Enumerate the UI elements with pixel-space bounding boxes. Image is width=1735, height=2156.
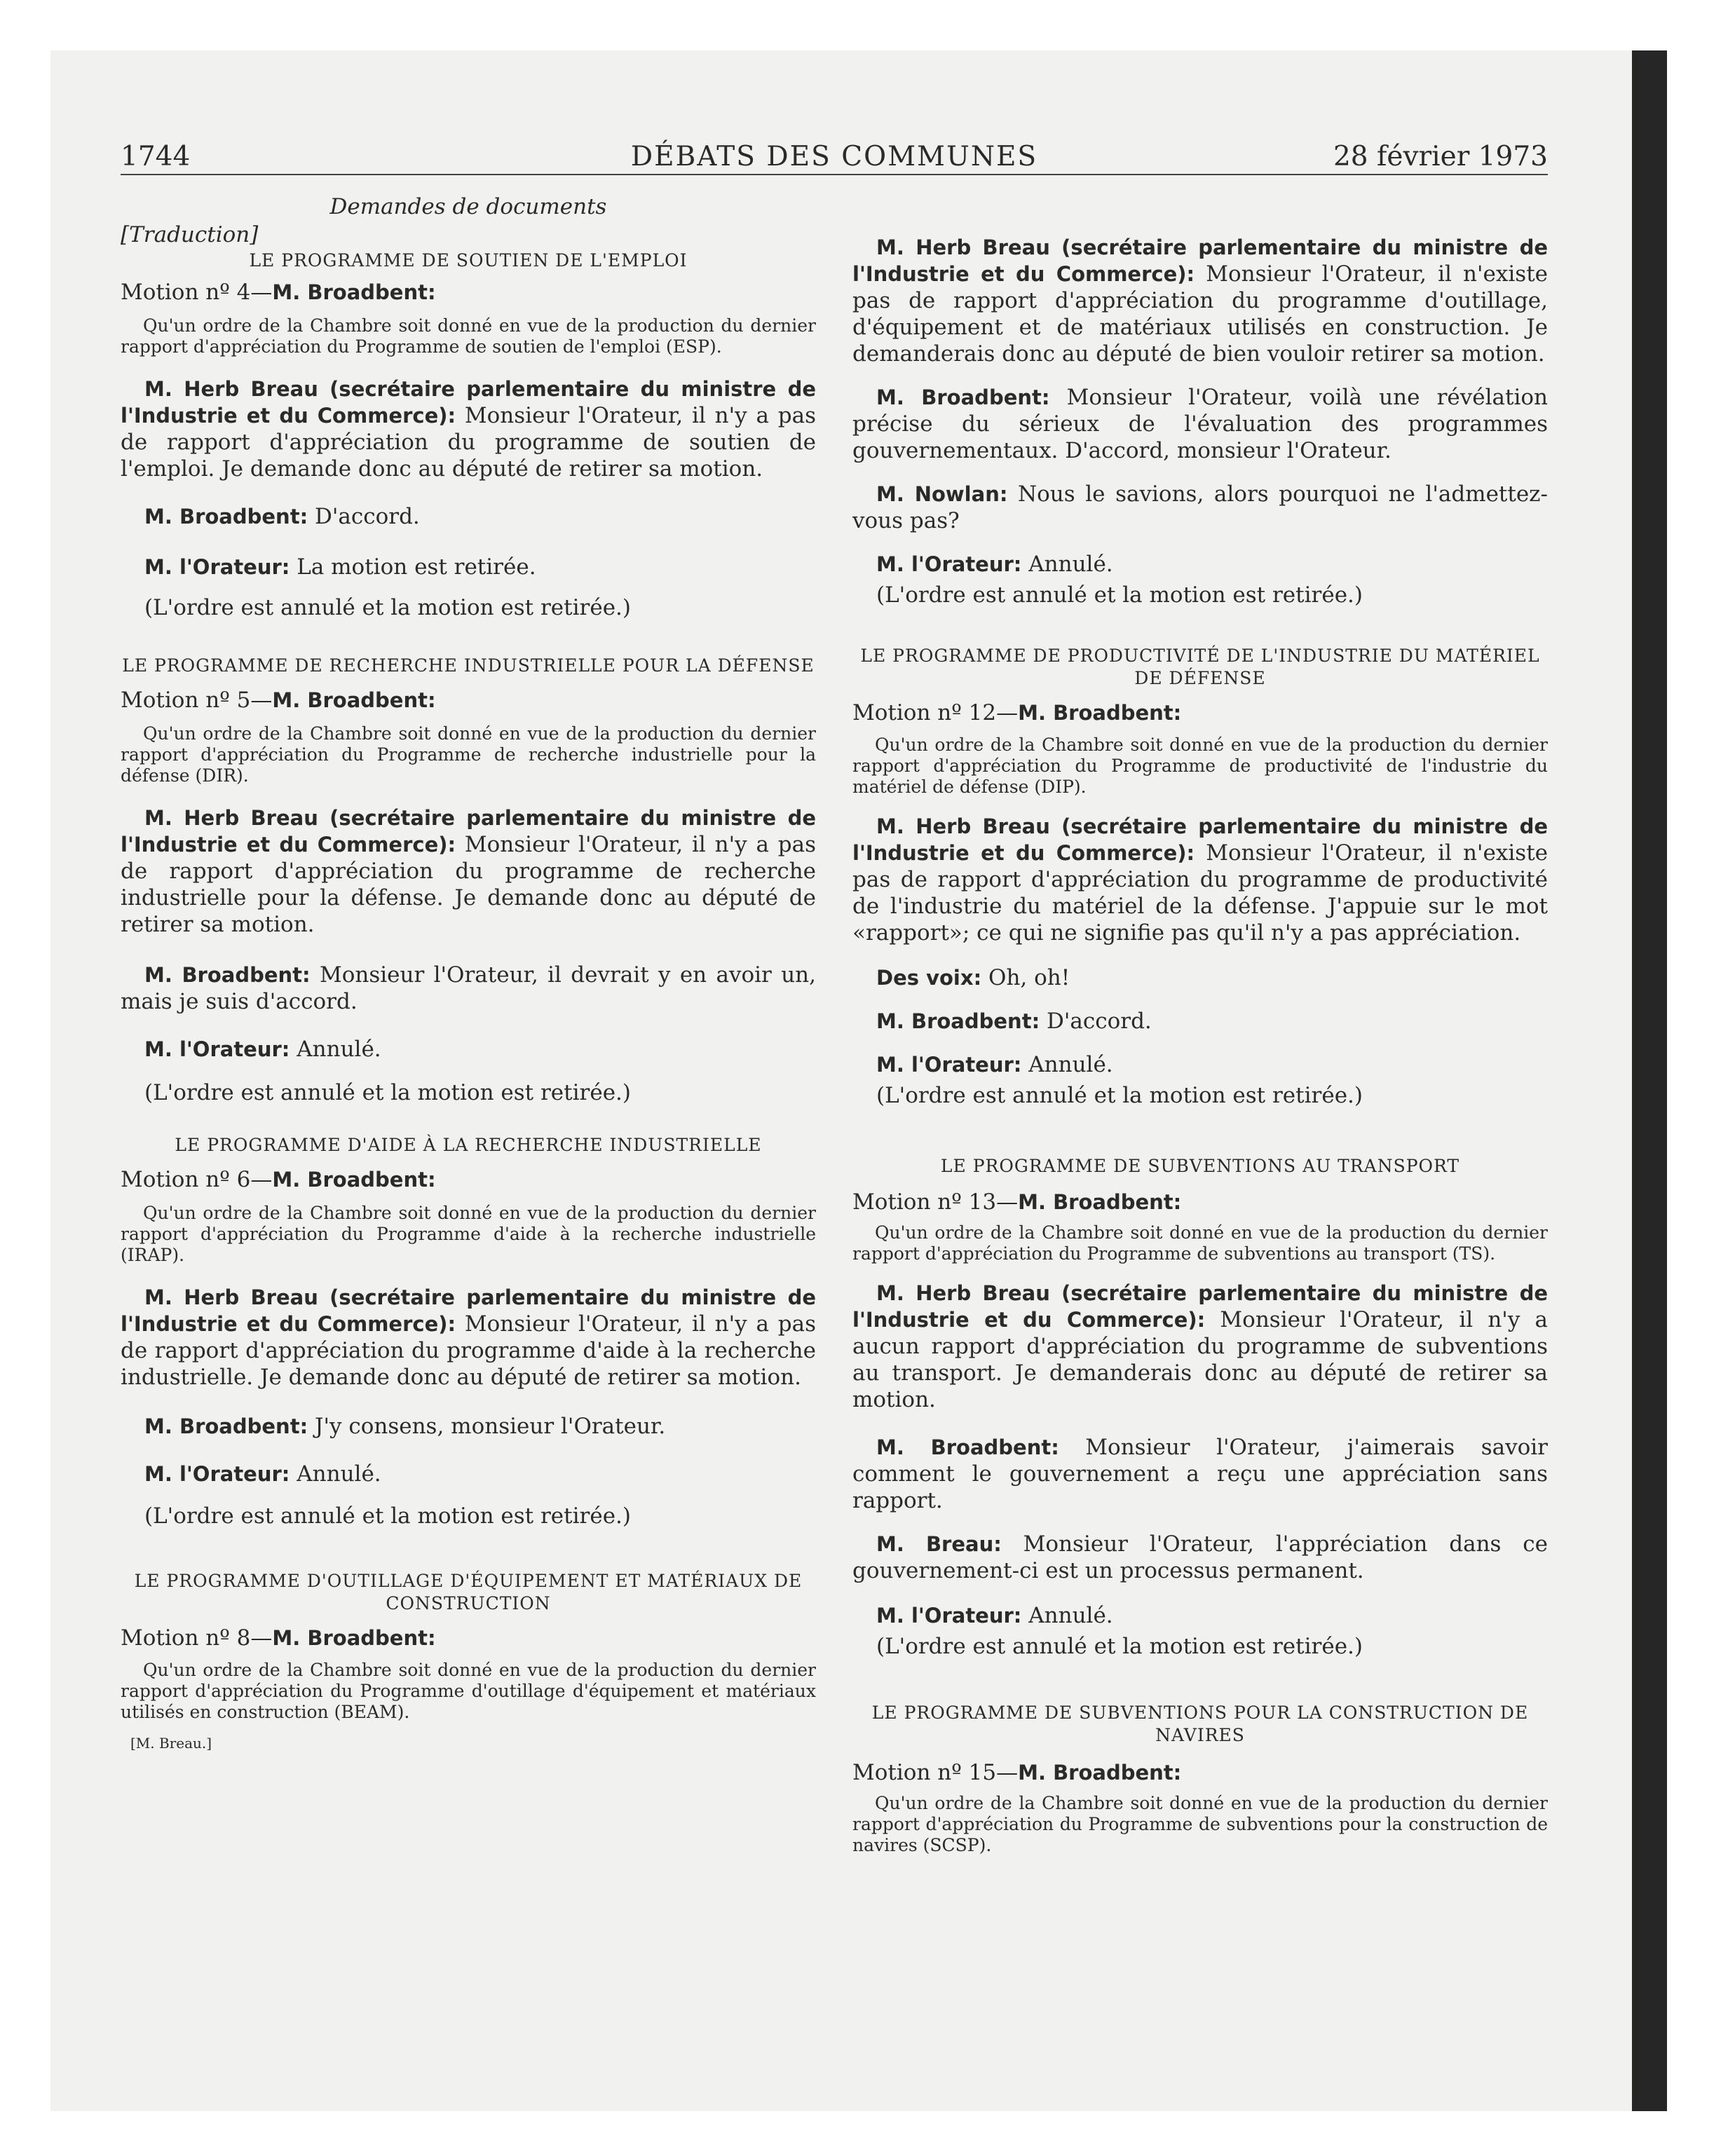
speaker-name: M. l'Orateur:: [876, 552, 1022, 576]
speech-paragraph: [852, 964, 1548, 991]
speech-text: Annulé.: [1021, 1603, 1113, 1628]
speaker-name: M. Herb Breau (secrétaire parlementaire du ministre de l'Industrie et du Commerce):: [121, 377, 816, 428]
speech-text: Monsieur l'Orateur, il n'y a pas de rapport d'appréciation du programme de recherche industrielle pour la défense. Je demande donc au député de retirer sa motion.: [121, 832, 816, 937]
outcome-note: (L'ordre est annulé et la motion est retirée.): [144, 595, 631, 620]
speaker-name: M. Herb Breau (secrétaire parlementaire du ministre de l'Industrie et du Commerce):: [121, 806, 816, 857]
speaker-name: M. Broadbent:: [144, 505, 308, 528]
page-header: [121, 137, 1548, 175]
motion-line: [852, 700, 1548, 726]
speech-text: Monsieur l'Orateur, il n'existe pas de rapport d'appréciation du programme d'outillage, d'équipement et de matériaux utilisés en construction. Je demanderais donc au député de bien vouloir retirer sa motion.: [852, 261, 1548, 367]
speech-text: Monsieur l'Orateur, j'aimerais savoir comment le gouvernement a reçu une appréciation sans rapport.: [852, 1435, 1548, 1513]
speaker-name: M. Broadbent:: [876, 1435, 1059, 1459]
speech-paragraph: [121, 376, 816, 482]
speaker-name: M. l'Orateur:: [876, 1053, 1022, 1077]
speech-paragraph: [121, 1461, 816, 1487]
section-heading: LE PROGRAMME DE PRODUCTIVITÉ DE L'INDUSTRIE DU MATÉRIEL DE DÉFENSE: [860, 646, 1540, 688]
publication-date: 28 février 1973: [1333, 141, 1548, 172]
speech-paragraph: [121, 1413, 816, 1440]
speech-text: Monsieur l'Orateur, il n'y a pas de rapport d'appréciation du programme d'aide à la recherche industrielle. Je demande donc au député de retirer sa motion.: [121, 1311, 816, 1390]
speech-paragraph: [121, 1036, 816, 1063]
speech-paragraph: [121, 503, 816, 530]
speech-text: Monsieur l'Orateur, l'appréciation dans ce gouvernement-ci est un processus permanent.: [852, 1531, 1548, 1583]
speech-paragraph: [852, 481, 1548, 534]
speaker-name: M. Broadbent:: [1018, 701, 1182, 725]
section-heading: LE PROGRAMME D'OUTILLAGE D'ÉQUIPEMENT ET MATÉRIAUX DE CONSTRUCTION: [134, 1571, 803, 1613]
speaker-name: M. Broadbent:: [144, 963, 311, 987]
speech-text: Annulé.: [1021, 552, 1113, 577]
publication-title: DÉBATS DES COMMUNES: [630, 141, 1038, 172]
speech-paragraph: [852, 1280, 1548, 1413]
speech-text: D'accord.: [1040, 1009, 1152, 1034]
motion-number: Motion nº 12—: [852, 700, 1019, 725]
outcome-note: (L'ordre est annulé et la motion est retirée.): [876, 582, 1363, 608]
section-heading: LE PROGRAMME DE SUBVENTIONS POUR LA CONSTRUCTION DE NAVIRES: [871, 1703, 1529, 1745]
section-title: Demandes de documents: [329, 194, 607, 219]
speaker-name: M. Broadbent:: [876, 386, 1050, 409]
speech-paragraph: [121, 962, 816, 1015]
motion-number: Motion nº 6—: [121, 1167, 273, 1192]
speaker-name: M. l'Orateur:: [144, 1462, 290, 1486]
speaker-name: M. Breau:: [876, 1532, 1002, 1556]
outcome-note: (L'ordre est annulé et la motion est retirée.): [144, 1080, 631, 1105]
motion-number: Motion nº 4—: [121, 280, 273, 305]
motion-line: [121, 1166, 816, 1193]
motion-line: [121, 687, 816, 714]
motion-quote: Qu'un ordre de la Chambre soit donné en vue de la production du dernier rapport d'appréciation du Programme d'aide à la recherche industrielle (IRAP).: [121, 1203, 816, 1265]
translation-note: [Traduction]: [121, 222, 259, 247]
section-heading: LE PROGRAMME D'AIDE À LA RECHERCHE INDUSTRIELLE: [175, 1135, 762, 1155]
motion-line: [852, 1759, 1548, 1786]
motion-number: Motion nº 13—: [852, 1189, 1019, 1215]
motion-line: [852, 1189, 1548, 1215]
speaker-name: M. Broadbent:: [1018, 1761, 1182, 1785]
motion-number: Motion nº 15—: [852, 1760, 1019, 1785]
speech-paragraph: [852, 234, 1548, 367]
speaker-name: M. Broadbent:: [272, 688, 436, 712]
speech-paragraph: [852, 813, 1548, 946]
section-heading: LE PROGRAMME DE SOUTIEN DE L'EMPLOI: [249, 250, 688, 271]
speaker-name: M. Nowlan:: [876, 482, 1008, 506]
motion-number: Motion nº 8—: [121, 1625, 273, 1651]
motion-quote: Qu'un ordre de la Chambre soit donné en vue de la production du dernier rapport d'appréciation du Programme de recherche industrielle pour la défense (DIR).: [121, 723, 816, 786]
speaker-name: M. Herb Breau (secrétaire parlementaire du ministre de l'Industrie et du Commerce):: [852, 236, 1548, 286]
section-heading: LE PROGRAMME DE RECHERCHE INDUSTRIELLE POUR LA DÉFENSE: [122, 655, 815, 676]
speaker-name: Des voix:: [876, 966, 982, 990]
speech-text: D'accord.: [308, 504, 420, 529]
speech-text: J'y consens, monsieur l'Orateur.: [308, 1414, 666, 1439]
motion-line: [121, 1625, 816, 1651]
outcome-note: (L'ordre est annulé et la motion est retirée.): [876, 1083, 1363, 1108]
speaker-name: M. Herb Breau (secrétaire parlementaire du ministre de l'Industrie et du Commerce):: [121, 1285, 816, 1336]
speech-paragraph: [852, 551, 1548, 578]
speech-text: Monsieur l'Orateur, il devrait y en avoir un, mais je suis d'accord.: [121, 962, 816, 1014]
speech-paragraph: [121, 805, 816, 938]
speech-paragraph: [852, 1531, 1548, 1584]
speech-text: Monsieur l'Orateur, il n'existe pas de rapport d'appréciation du programme de productivité de l'industrie du matériel de la défense. J'appuie sur le mot «rapport»; ce qui ne signifie pas qu'il n'y a pas appréciation.: [852, 840, 1548, 946]
speech-paragraph: [852, 1602, 1548, 1629]
right-column: [852, 193, 1548, 1856]
speech-text: La motion est retirée.: [290, 554, 536, 580]
speech-text: Annulé.: [290, 1037, 381, 1062]
scan-edge-shadow: [1632, 50, 1667, 2111]
left-column: [121, 193, 816, 1752]
speaker-name: M. Broadbent:: [1018, 1190, 1182, 1214]
outcome-note: (L'ordre est annulé et la motion est retirée.): [876, 1634, 1363, 1659]
speech-text: Annulé.: [290, 1461, 381, 1487]
motion-quote: Qu'un ordre de la Chambre soit donné en vue de la production du dernier rapport d'appréciation du Programme de subventions pour la construction de navires (SCSP).: [852, 1793, 1548, 1855]
section-heading: LE PROGRAMME DE SUBVENTIONS AU TRANSPORT: [940, 1156, 1460, 1176]
speaker-name: M. Broadbent:: [272, 280, 436, 304]
speech-paragraph: [852, 384, 1548, 464]
speaker-name: M. l'Orateur:: [144, 555, 290, 579]
speech-text: Monsieur l'Orateur, il n'y a aucun rapport d'appréciation du programme de subventions au transport. Je demanderais donc au député de retirer sa motion.: [852, 1307, 1549, 1412]
speech-paragraph: [852, 1008, 1548, 1035]
speaker-note: [M. Breau.]: [130, 1735, 212, 1752]
motion-quote: Qu'un ordre de la Chambre soit donné en vue de la production du dernier rapport d'appréciation du Programme d'outillage d'équipement et matériaux utilisés en construction (BEAM).: [121, 1660, 816, 1722]
outcome-note: (L'ordre est annulé et la motion est retirée.): [144, 1503, 631, 1529]
speech-text: Annulé.: [1021, 1052, 1113, 1077]
speaker-name: M. Broadbent:: [876, 1009, 1040, 1033]
speech-text: Monsieur l'Orateur, il n'y a pas de rapport d'appréciation du programme de soutien de l'emploi. Je demande donc au député de retirer sa motion.: [121, 403, 816, 482]
speaker-name: M. Broadbent:: [144, 1414, 308, 1438]
speaker-name: M. Broadbent:: [272, 1168, 436, 1192]
motion-line: [121, 279, 816, 306]
speaker-name: M. Broadbent:: [272, 1626, 436, 1650]
motion-quote: Qu'un ordre de la Chambre soit donné en vue de la production du dernier rapport d'appréciation du Programme de productivité de l'industrie du matériel de défense (DIP).: [852, 735, 1548, 797]
speech-text: Monsieur l'Orateur, voilà une révélation précise du sérieux de l'évaluation des programmes gouvernementaux. D'accord, monsieur l'Orateur.: [852, 385, 1549, 463]
speaker-name: M. l'Orateur:: [144, 1037, 290, 1061]
page-number: 1744: [121, 141, 191, 172]
speech-paragraph: [121, 554, 816, 580]
speech-paragraph: [121, 1284, 816, 1391]
speech-text: Oh, oh!: [981, 965, 1070, 990]
speaker-name: M. Herb Breau (secrétaire parlementaire du ministre de l'Industrie et du Commerce):: [852, 814, 1548, 865]
speech-text: Nous le savions, alors pourquoi ne l'admettez-vous pas?: [852, 482, 1548, 533]
speaker-name: M. l'Orateur:: [876, 1604, 1022, 1628]
motion-quote: Qu'un ordre de la Chambre soit donné en vue de la production du dernier rapport d'appréciation du Programme de soutien de l'emploi (ESP).: [121, 315, 816, 357]
motion-quote: Qu'un ordre de la Chambre soit donné en vue de la production du dernier rapport d'appréciation du Programme de subventions au transport (TS).: [852, 1222, 1548, 1264]
motion-number: Motion nº 5—: [121, 688, 273, 713]
speech-paragraph: [852, 1051, 1548, 1078]
speech-paragraph: [852, 1434, 1548, 1514]
speaker-name: M. Herb Breau (secrétaire parlementaire du ministre de l'Industrie et du Commerce):: [852, 1281, 1548, 1332]
